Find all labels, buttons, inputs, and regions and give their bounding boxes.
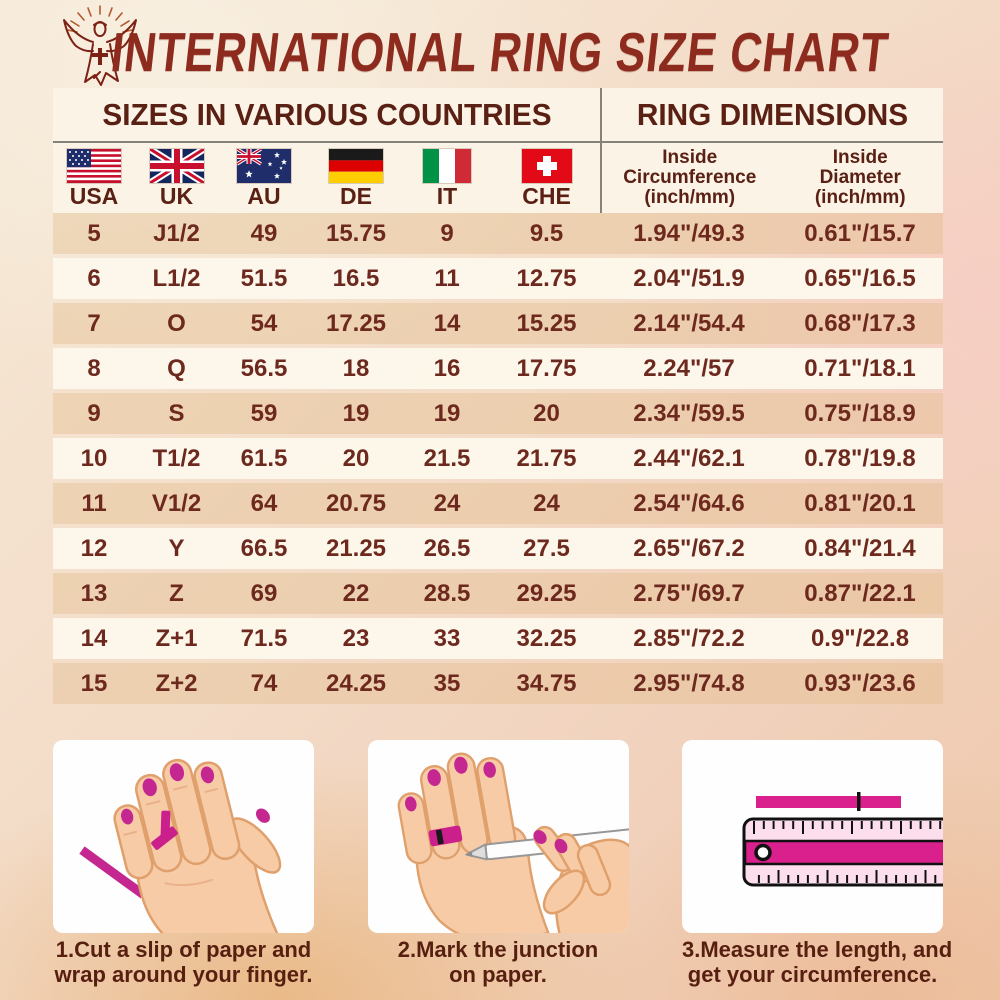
country-de: [310, 143, 402, 213]
table-cell: 11: [434, 264, 460, 292]
table-cell: 16.5: [332, 264, 380, 292]
table-cell: 49: [250, 219, 278, 247]
table-cell: 0.93"/23.6: [804, 669, 916, 697]
country-au: [218, 143, 310, 213]
table-cell: 29.25: [516, 579, 577, 607]
country-code-label: UK: [159, 183, 194, 209]
table-cell: 2.34"/59.5: [633, 399, 745, 427]
table-cell: 23: [342, 624, 370, 652]
table-cell: 2.14"/54.4: [633, 309, 745, 337]
table-cell: Q: [167, 354, 186, 382]
country-code-label: CHE: [522, 183, 571, 209]
instruction-card-3: [682, 740, 943, 933]
table-cell: 14: [80, 624, 108, 652]
table-cell: 35: [433, 669, 461, 697]
table-cell: 56.5: [240, 354, 288, 382]
ring-dimensions-title: RING DIMENSIONS: [636, 96, 909, 132]
country-uk: [135, 143, 218, 213]
table-cell: 2.04"/51.9: [633, 264, 745, 292]
table-cell: J1/2: [153, 219, 200, 247]
ruler-illustration: [682, 740, 943, 933]
table-cell: 20.75: [325, 489, 387, 517]
uk-flag-icon: [150, 149, 204, 183]
table-cell: 27.5: [523, 534, 570, 562]
table-cell: 26.5: [423, 534, 471, 562]
table-cell: 66.5: [240, 534, 288, 562]
country-code-label: DE: [340, 183, 372, 209]
table-cell: 14: [433, 309, 461, 337]
table-cell: 12: [80, 534, 108, 562]
table-cell: 0.68"/17.3: [804, 309, 916, 337]
table-cell: 6: [87, 264, 101, 292]
page-title: INTERNATIONAL RING SIZE CHART: [108, 21, 892, 83]
table-cell: 19: [342, 399, 370, 427]
table-cell: S: [168, 399, 185, 427]
table-cell: 0.71"/18.1: [804, 354, 916, 382]
table-cell: 9.5: [529, 219, 564, 247]
table-cell: 16: [433, 354, 461, 382]
table-cell: Y: [168, 534, 185, 562]
inside-diameter-header: Inside Diameter (inch/mm): [814, 147, 906, 208]
italy-flag-icon: [423, 149, 471, 183]
hand-with-paper-strip-illustration: [53, 740, 314, 933]
table-cell: Z: [169, 579, 184, 607]
country-che: [492, 143, 601, 213]
table-cell: 0.84"/21.4: [804, 534, 916, 562]
table-cell: 32.25: [516, 624, 577, 652]
table-cell: 18: [342, 354, 370, 382]
instruction-card-1: [53, 740, 314, 933]
country-usa: [53, 143, 135, 213]
table-cell: 11: [81, 489, 107, 517]
table-cell: 21.5: [423, 444, 471, 472]
table-row: [53, 528, 943, 569]
table-row: [53, 663, 943, 704]
table-cell: 17.75: [516, 354, 577, 382]
table-cell: Z+2: [155, 669, 198, 697]
usa-flag-icon: [67, 149, 121, 183]
table-cell: 24: [433, 489, 461, 517]
table-cell: 74: [250, 669, 278, 697]
table-cell: 0.75"/18.9: [804, 399, 916, 427]
table-cell: 61.5: [240, 444, 288, 472]
table-cell: 19: [433, 399, 461, 427]
table-cell: V1/2: [151, 489, 202, 517]
australia-flag-icon: [237, 149, 291, 183]
table-cell: 0.78"/19.8: [804, 444, 916, 472]
table-cell: 9: [440, 219, 454, 247]
table-row: [53, 213, 943, 254]
table-cell: 20: [342, 444, 370, 472]
table-cell: 0.87"/22.1: [804, 579, 916, 607]
table-cell: 10: [80, 444, 108, 472]
table-cell: 71.5: [240, 624, 288, 652]
instruction-caption-1: 1.Cut a slip of paper and wrap around your finger.: [54, 937, 313, 987]
table-cell: 69: [250, 579, 278, 607]
table-cell: 22: [342, 579, 370, 607]
table-cell: 5: [87, 219, 101, 247]
table-cell: 2.65"/67.2: [633, 534, 745, 562]
table-cell: 33: [433, 624, 461, 652]
table-cell: 24: [533, 489, 560, 517]
table-cell: 13: [80, 579, 108, 607]
table-cell: 17.25: [325, 309, 387, 337]
table-cell: 0.9"/22.8: [810, 624, 910, 652]
table-cell: O: [167, 309, 186, 337]
table-cell: 8: [87, 354, 101, 382]
table-cell: 9: [87, 399, 101, 427]
table-cell: 15: [80, 669, 108, 697]
table-row: [53, 438, 943, 479]
table-cell: 2.44"/62.1: [633, 444, 745, 472]
table-cell: 59: [250, 399, 278, 427]
instruction-caption-3: 3.Measure the length, and get your circumference.: [682, 937, 953, 987]
table-cell: 2.95"/74.8: [633, 669, 745, 697]
table-cell: 0.61"/15.7: [804, 219, 916, 247]
table-cell: 15.25: [516, 309, 577, 337]
country-code-label: AU: [247, 183, 281, 209]
table-cell: 2.75"/69.7: [633, 579, 745, 607]
table-cell: 0.81"/20.1: [804, 489, 916, 517]
table-cell: 2.85"/72.2: [633, 624, 745, 652]
instruction-captions: [53, 937, 953, 987]
table-row: [53, 618, 943, 659]
table-cell: Z+1: [155, 624, 198, 652]
table-cell: 21.75: [516, 444, 577, 472]
table-cell: 15.75: [325, 219, 387, 247]
table-cell: 2.54"/64.6: [633, 489, 745, 517]
germany-flag-icon: [329, 149, 383, 183]
table-cell: 34.75: [516, 669, 577, 697]
dimension-headers-row: [602, 143, 943, 213]
table-cell: 21.25: [325, 534, 387, 562]
instruction-card-2: [368, 740, 629, 933]
country-code-label: IT: [436, 183, 458, 209]
table-cell: 54: [250, 309, 278, 337]
table-cell: 7: [87, 309, 101, 337]
country-code-label: USA: [69, 183, 119, 209]
table-row: [53, 303, 943, 344]
table-cell: 28.5: [423, 579, 471, 607]
instruction-caption-2: 2.Mark the junction on paper.: [397, 937, 599, 987]
flags-row: [53, 143, 601, 213]
table-cell: 24.25: [325, 669, 387, 697]
table-header-panel: [53, 88, 943, 213]
table-row: [53, 393, 943, 434]
table-cell: 2.24"/57: [643, 354, 735, 382]
table-cell: 64: [250, 489, 278, 517]
table-row: [53, 348, 943, 389]
instruction-cards: [53, 740, 943, 933]
table-cell: 0.65"/16.5: [804, 264, 916, 292]
table-cell: 20: [533, 399, 560, 427]
size-table-body: [53, 213, 943, 708]
country-it: [402, 143, 492, 213]
sizes-header-title: SIZES IN VARIOUS COUNTRIES: [102, 96, 552, 132]
table-cell: 1.94"/49.3: [633, 219, 745, 247]
switzerland-flag-icon: [522, 149, 572, 183]
table-row: [53, 483, 943, 524]
table-cell: 51.5: [240, 264, 288, 292]
mark-junction-illustration: [368, 740, 629, 933]
table-cell: 12.75: [516, 264, 577, 292]
inside-circumference-header: Inside Circumference (inch/mm): [623, 147, 757, 208]
table-row: [53, 573, 943, 614]
table-cell: L1/2: [152, 264, 201, 292]
table-cell: T1/2: [152, 444, 201, 472]
table-row: [53, 258, 943, 299]
